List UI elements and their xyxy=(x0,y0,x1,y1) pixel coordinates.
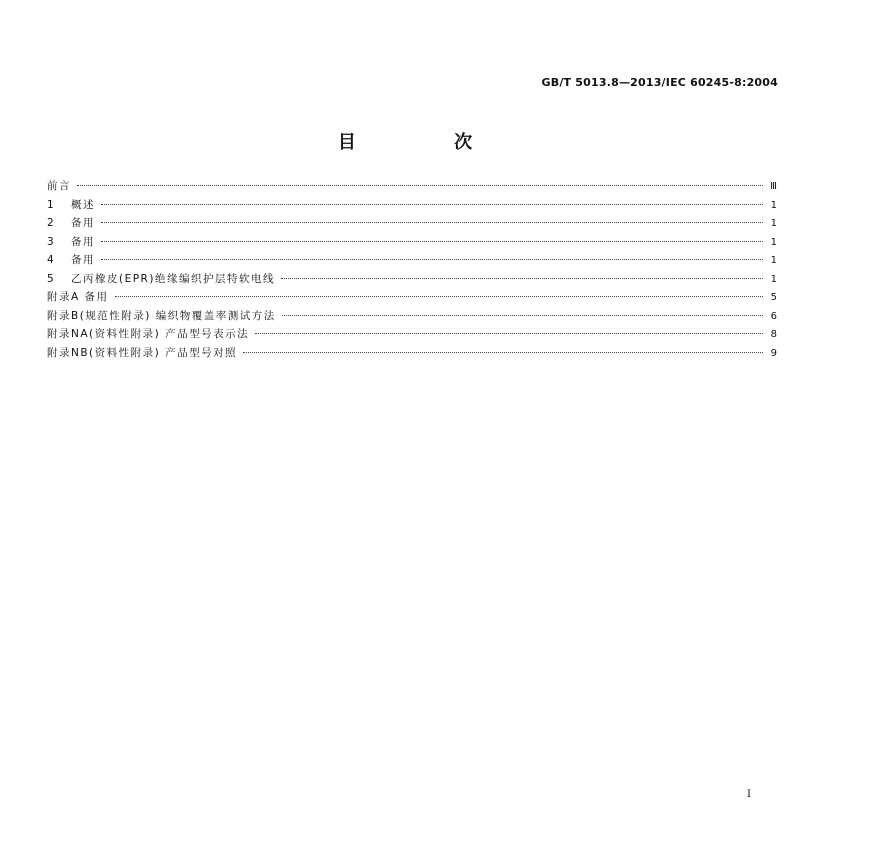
toc-entry-page: 6 xyxy=(770,310,777,322)
standard-number: GB/T 5013.8—2013/IEC 60245-8:2004 xyxy=(541,76,778,89)
toc-entry[interactable] xyxy=(47,197,777,216)
toc-entry[interactable] xyxy=(47,178,777,197)
toc-entry-number: 2 xyxy=(47,217,54,229)
toc-leader-dots xyxy=(282,315,763,316)
toc-entry-label xyxy=(47,234,95,249)
toc-entry-page: 1 xyxy=(770,255,777,266)
toc-entry-label xyxy=(47,326,249,341)
toc-entry-label xyxy=(47,197,95,212)
toc-leader-dots xyxy=(77,185,763,186)
toc-entry-text: 备用 xyxy=(71,254,95,266)
toc-entry-number: 4 xyxy=(47,254,54,266)
toc-entry-page: 1 xyxy=(770,236,777,248)
toc-leader-dots xyxy=(101,204,763,205)
toc-entry[interactable] xyxy=(47,215,777,234)
toc-entry[interactable] xyxy=(47,345,777,364)
toc-entry[interactable] xyxy=(47,271,777,290)
toc-entry-number: 3 xyxy=(47,235,54,248)
toc-entry-page: 1 xyxy=(770,199,777,211)
toc-entry-label xyxy=(47,252,95,267)
toc-title: 目 次 xyxy=(337,132,519,153)
toc-leader-dots xyxy=(101,222,763,223)
toc-leader-dots xyxy=(115,296,763,297)
toc-entry-text: 附录B(规范性附录) 编织物覆盖率测试方法 xyxy=(47,309,276,322)
toc-entry-label xyxy=(47,308,276,323)
toc-entry-text: 前言 xyxy=(47,180,71,192)
toc-leader-dots xyxy=(255,333,763,334)
toc-entry-text: 附录NB(资料性附录) 产品型号对照 xyxy=(47,346,238,359)
toc-entry-page: 8 xyxy=(770,329,777,340)
toc-entry-text: 乙丙橡皮(EPR)绝缘编织护层特软电线 xyxy=(71,272,275,285)
toc-entry[interactable] xyxy=(47,289,777,308)
toc-entry-text: 附录A 备用 xyxy=(47,291,109,303)
toc-entry-page: 1 xyxy=(770,218,777,229)
toc-entry[interactable] xyxy=(47,234,777,253)
toc-entry-page: 5 xyxy=(770,292,777,303)
page-number: I xyxy=(747,789,751,800)
toc-entry-label xyxy=(47,271,275,286)
toc-entry-label xyxy=(47,215,95,230)
toc-entry[interactable] xyxy=(47,308,777,327)
toc-entry-page: 1 xyxy=(770,273,777,285)
toc-entry-text: 备用 xyxy=(71,235,95,248)
toc-entry-label xyxy=(47,289,109,304)
toc-entry[interactable] xyxy=(47,252,777,271)
toc-entry-text: 附录NA(资料性附录) 产品型号表示法 xyxy=(47,328,250,340)
table-of-contents xyxy=(47,178,777,363)
toc-entry[interactable] xyxy=(47,326,777,345)
toc-entry-label xyxy=(47,178,71,193)
toc-entry-text: 概述 xyxy=(71,198,95,211)
toc-entry-number: 1 xyxy=(47,198,54,211)
toc-leader-dots xyxy=(281,278,763,279)
toc-leader-dots xyxy=(101,259,763,260)
toc-entry-page: 9 xyxy=(770,347,777,359)
toc-entry-label xyxy=(47,345,237,360)
toc-entry-text: 备用 xyxy=(71,217,95,229)
toc-leader-dots xyxy=(243,352,763,353)
toc-entry-number: 5 xyxy=(47,272,54,285)
toc-leader-dots xyxy=(101,241,763,242)
toc-entry-page: Ⅲ xyxy=(770,181,777,192)
